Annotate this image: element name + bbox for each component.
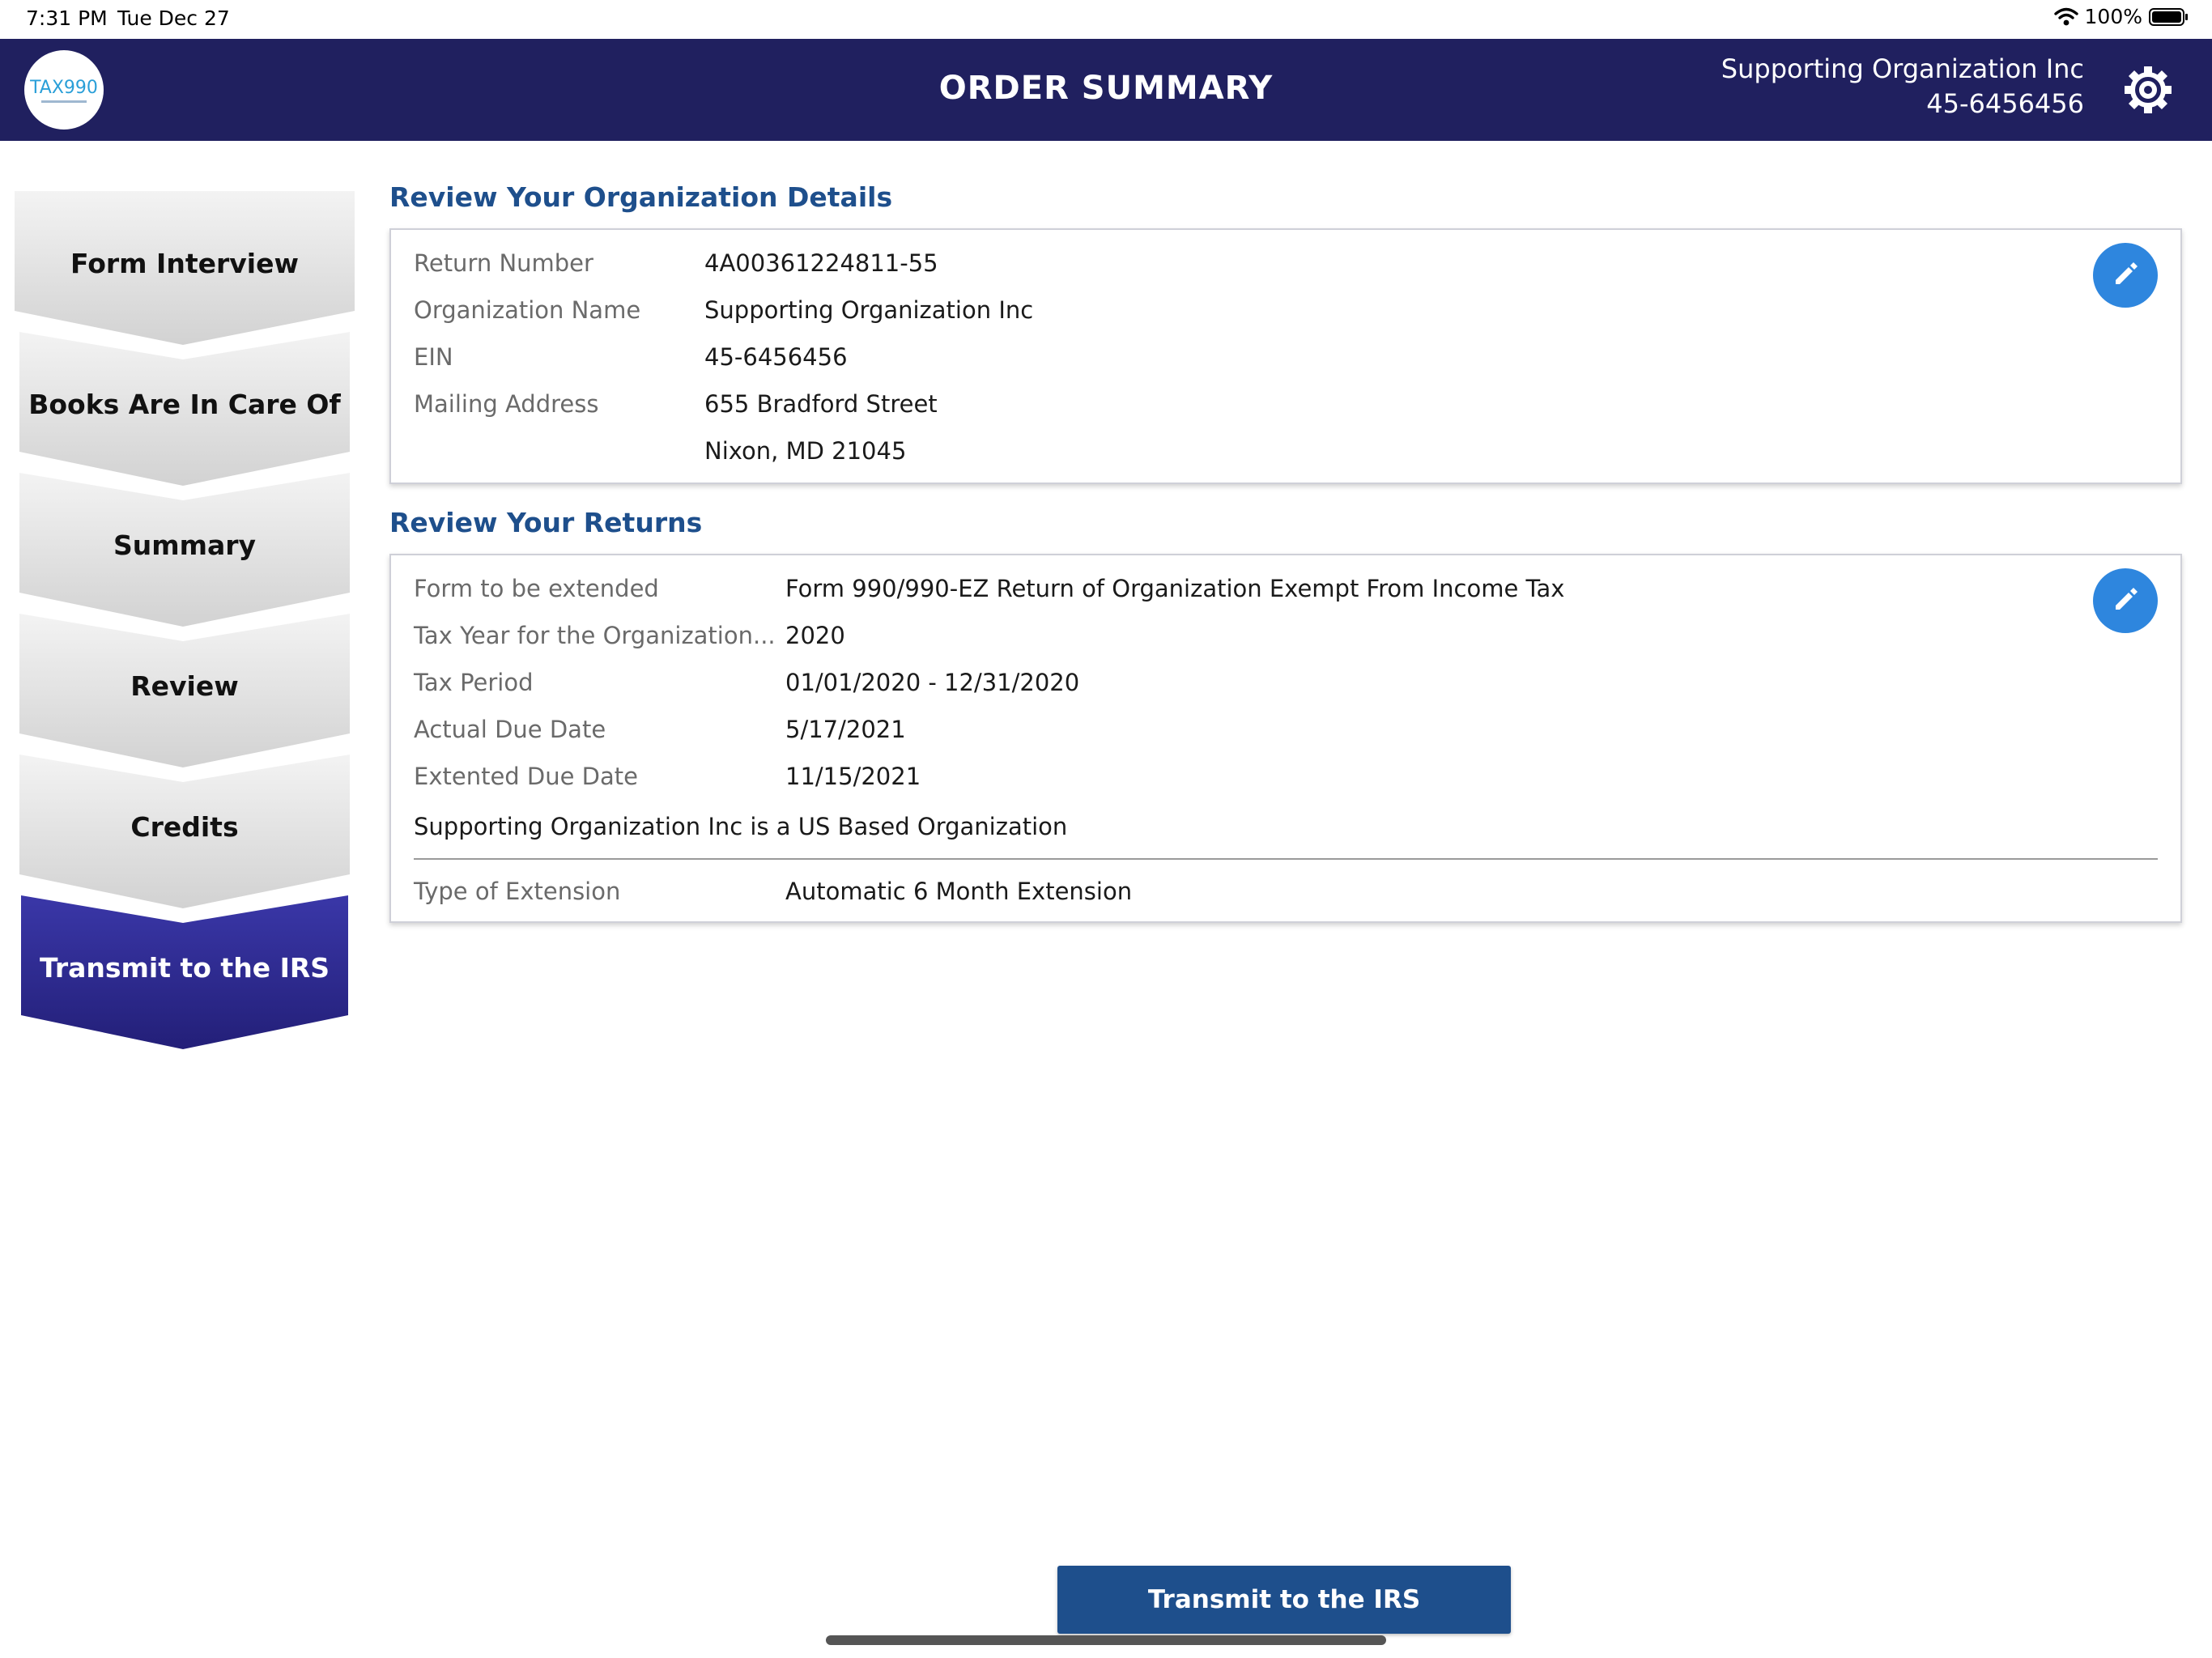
step-label: Books Are In Care Of [28, 389, 341, 420]
edit-org-details-button[interactable] [2093, 243, 2158, 308]
tax-year-value: 2020 [785, 622, 845, 649]
extended-due-date-value: 11/15/2021 [785, 763, 921, 790]
pencil-icon [2109, 583, 2142, 619]
status-bar [0, 0, 2212, 39]
step-credits[interactable] [15, 755, 355, 912]
step-summary[interactable] [15, 473, 355, 630]
status-date: Tue Dec 27 [117, 6, 230, 30]
status-right [2054, 5, 2189, 28]
edit-returns-button[interactable] [2093, 568, 2158, 633]
tax-year-label: Tax Year for the Organization... [414, 622, 776, 649]
step-label: Summary [113, 529, 257, 561]
actual-due-date-label: Actual Due Date [414, 716, 606, 743]
header-org-info [1721, 52, 2084, 121]
app-header [0, 39, 2212, 141]
form-extended-label: Form to be extended [414, 575, 659, 602]
gear-icon[interactable] [2120, 62, 2176, 118]
extended-due-date-label: Extented Due Date [414, 763, 639, 790]
step-review[interactable] [15, 614, 355, 771]
returns-heading: Review Your Returns [389, 507, 703, 538]
battery-icon [2149, 7, 2189, 27]
pencil-icon [2109, 257, 2142, 293]
step-books-in-care-of[interactable] [15, 332, 355, 489]
tax-period-label: Tax Period [414, 669, 534, 696]
step-transmit-to-irs[interactable] [15, 895, 355, 1052]
step-label: Review [130, 670, 239, 702]
returns-card [389, 554, 2182, 923]
extension-type-value: Automatic 6 Month Extension [785, 878, 1133, 905]
step-label: Credits [130, 811, 239, 843]
ein-value: 45-6456456 [704, 343, 848, 371]
transmit-to-irs-button[interactable]: Transmit to the IRS [1057, 1566, 1511, 1634]
return-number-value: 4A00361224811-55 [704, 249, 938, 277]
mailing-address-line1: 655 Bradford Street [704, 390, 938, 418]
battery-percent: 100% [2084, 5, 2142, 28]
ein-label: EIN [414, 343, 453, 371]
status-time: 7:31 PM [26, 6, 108, 30]
extension-type-label: Type of Extension [414, 878, 621, 905]
wifi-icon [2054, 7, 2078, 27]
return-number-label: Return Number [414, 249, 593, 277]
home-indicator[interactable] [826, 1635, 1386, 1645]
org-name-value: Supporting Organization Inc [704, 296, 1034, 324]
form-extended-value: Form 990/990-EZ Return of Organization Exempt From Income Tax [785, 575, 1565, 602]
header-org-ein: 45-6456456 [1926, 88, 2084, 119]
page-title: ORDER SUMMARY [938, 70, 1274, 107]
logo-text: TAX990 [30, 77, 98, 98]
step-label: Form Interview [70, 248, 299, 279]
mailing-address-label: Mailing Address [414, 390, 599, 418]
step-label: Transmit to the IRS [39, 952, 330, 984]
actual-due-date-value: 5/17/2021 [785, 716, 906, 743]
org-details-heading: Review Your Organization Details [389, 181, 893, 213]
org-details-card [389, 228, 2182, 484]
org-name-label: Organization Name [414, 296, 641, 324]
us-based-note: Supporting Organization Inc is a US Based Organization [414, 813, 1068, 840]
tax-period-value: 01/01/2020 - 12/31/2020 [785, 669, 1080, 696]
returns-divider [414, 858, 2158, 860]
mailing-address-line2: Nixon, MD 21045 [704, 437, 907, 465]
header-org-name: Supporting Organization Inc [1721, 53, 2084, 84]
step-form-interview[interactable] [15, 191, 355, 348]
